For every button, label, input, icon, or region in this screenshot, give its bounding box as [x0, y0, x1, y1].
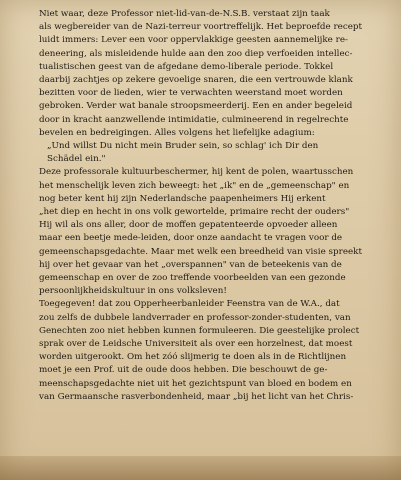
text-line: het menschelijk leven zich beweegt: het „ik" en de „gemeenschap" en	[39, 180, 350, 191]
body-paragraph	[25, 166, 389, 298]
text-line: Toegegeven! dat zou Opperheerbanleider Feenstra van de W.A., dat	[39, 299, 340, 310]
text-line: van Germaansche rasverbondenheid, maar „bij het licht van het Chris-	[39, 391, 354, 402]
text-line: gemeenschap en over de zoo treffende voorbeelden van een gezonde	[39, 273, 346, 284]
text-line: maar een beetje mede-leiden, door onze aandacht te vragen voor de	[39, 233, 343, 244]
quote-paragraph	[25, 140, 389, 166]
text-line: Schädel ein."	[47, 154, 106, 165]
text-line: door in kracht aanzwellende intimidatie, culmineerend in regelrechte	[39, 114, 349, 125]
text-line: gebroken. Verder wat banale stroopsmeerderij. Een en ander begeleid	[39, 101, 353, 112]
text-line: meenschapsgedachte niet uit het gezichtspunt van bloed en bodem en	[39, 378, 352, 389]
text-line: Genechten zoo niet hebben kunnen formuleeren. Die geestelijke prolect	[39, 325, 360, 336]
text-line: zou zelfs de dubbele landverrader en professor-zonder-studenten, van	[39, 312, 351, 323]
body-paragraph	[25, 298, 389, 404]
text-line: moet je een Prof. uit de oude doos hebben. Die beschouwt de ge-	[39, 365, 328, 376]
text-line: bezitten voor de lieden, wier te verwachten weerstand moet worden	[39, 88, 343, 99]
text-line: tualistischen geest van de afgedane demo-liberale periode. Tokkel	[39, 61, 334, 72]
text-line: Deze professorale kultuurbeschermer, hij kent de polen, waartusschen	[39, 167, 354, 178]
text-line: „het diep en hecht in ons volk gewortelde, primaire recht der ouders"	[39, 207, 350, 218]
text-line: luidt immers: Lever een voor oppervlakkige geesten aannemelijke re-	[39, 35, 348, 46]
text-line: „Und willst Du nicht mein Bruder sein, so schlag' ich Dir den	[47, 141, 319, 152]
text-line: worden uitgerookt. Om het zóó slijmerig te doen als in de Richtlijnen	[39, 352, 347, 363]
text-line: Hij wil als ons aller, door de moffen gepatenteerde opvoeder alleen	[39, 220, 338, 231]
text-line: daarbij zachtjes op zekere gevoelige snaren, die een vertrouwde klank	[39, 75, 353, 86]
text-line: nog beter kent hij zijn Nederlandsche paapenheimers Hij erkent	[39, 193, 326, 204]
text-line: bevelen en bedreigingen. Alles volgens het liefelijke adagium:	[39, 127, 315, 138]
paper-fold-shadow	[0, 456, 401, 480]
text-line: deneering, als misleidende hulde aan den zoo diep verfoeiden intellec-	[39, 48, 353, 59]
document-text	[25, 8, 389, 404]
text-line: als wegbereider van de Nazi-terreur voortreffelijk. Het beproefde recept	[39, 22, 363, 33]
text-line: persoonlijkheidskultuur in ons volksleven!	[39, 286, 227, 297]
text-line: gemeenschapsgedachte. Maar met welk een breedheid van visie spreekt	[39, 246, 362, 257]
text-line: Niet waar, deze Professor niet-lid-van-de-N.S.B. verstaat zijn taak	[39, 9, 330, 19]
body-paragraph	[25, 8, 389, 140]
text-line: hij over het gevaar van het „overspannen" van de beteekenis van de	[39, 259, 342, 270]
text-line: sprak over de Leidsche Universiteit als over een horzelnest, dat moest	[39, 339, 353, 350]
